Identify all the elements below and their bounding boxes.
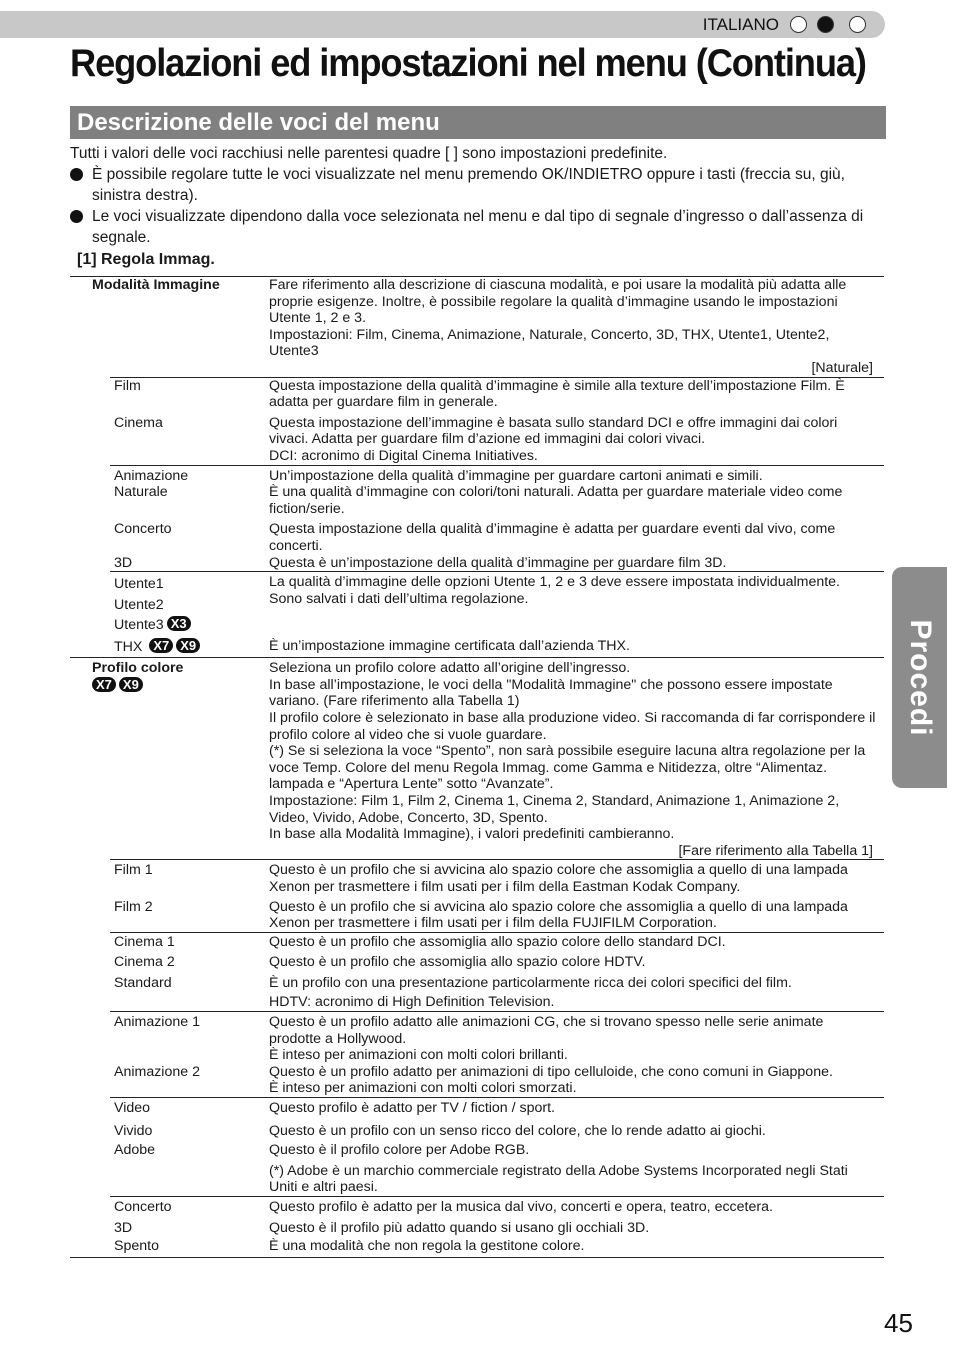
table-group — [110, 932, 884, 1011]
table-row — [70, 277, 884, 377]
default-value: [Fare riferimento alla Tabella 1] — [678, 842, 873, 859]
page-indicator-dot-icon — [849, 16, 866, 33]
bullet-icon — [70, 168, 83, 181]
table-row: Adobe Questo è il profilo colore per Adobe RGB. (*) Adobe è un marchio commerciale registrato della Adobe Systems Incorporated negli Stati Uniti e altri paesi. — [114, 1142, 848, 1196]
subsection-title: [1] Regola Immag. — [77, 251, 215, 268]
table-group — [110, 1097, 884, 1196]
table-group — [110, 1196, 884, 1257]
model-badge: X7 — [92, 677, 116, 692]
table-row: Vivido Questo è un profilo con un senso ricco del colore, che lo rende adatto ai giochi. — [114, 1122, 766, 1139]
table-row — [70, 658, 884, 859]
table-row: Cinema Questa impostazione dell’immagine è basata sullo standard DCI e offre immagini dai colori vivaci. Adatta per guardare film d’azione ed immagini dai colori vivaci. DCI: acronimo di Digital Cinema Initiatives. — [114, 414, 838, 464]
table-row: Concerto Questo profilo è adatto per la musica dal vivo, concerti e opera, teatro, eccetera. — [114, 1199, 773, 1215]
item-name: Profilo colore — [92, 660, 184, 677]
default-value: [Naturale] — [811, 359, 873, 376]
table-row: Video Questo profilo è adatto per TV / fiction / sport. — [114, 1100, 556, 1117]
bullet-item: Le voci visualizzate dipendono dalla voce selezionata nel menu e dal tipo di segnale d’ingresso o dall’assenza di segnale. — [70, 206, 886, 248]
table-row: Film 1 Questo è un profilo che si avvicina alo spazio colore che assomiglia a quello di una lampada Xenon per trasmettere i film usati per i film della Eastman Kodak Company. — [114, 862, 848, 895]
table-row: Naturale È una qualità d’immagine con colori/toni naturali. Adatta per guardare materiale video come fiction/serie. — [114, 484, 843, 517]
section-heading: Descrizione delle voci del menu — [70, 106, 886, 139]
table-row: Animazione Un’impostazione della qualità d’immagine per guardare cartoni animati e simili. — [114, 467, 763, 484]
item-name: Modalità Immagine — [92, 277, 220, 293]
table-row: 3D Questa è un’impostazione della qualità d’immagine per guardare film 3D. — [114, 554, 727, 571]
model-badge: X9 — [176, 638, 200, 653]
table-group — [110, 1011, 884, 1097]
model-badge: X7 — [149, 638, 173, 653]
intro-text — [70, 143, 886, 248]
table-row: Animazione 1 Questo è un profilo adatto alle animazioni CG, che si trovano spesso nelle serie animate prodotte a Hollywood. È inteso per animazioni con molti colori brillanti. — [114, 1014, 824, 1064]
table-row: Cinema 2 Questo è un profilo che assomiglia allo spazio colore HDTV. — [114, 954, 646, 971]
table-group — [110, 571, 884, 657]
page-indicator-dot-icon — [790, 16, 807, 33]
item-description: Seleziona un profilo colore adatto all’origine dell’ingresso. In base all’impostazione, le voci della "Modalità Immagine" che possono essere impostate variano. (Fare riferimento alla Tabella 1) Il profilo colore è selezionato in base alla produzione video. Si raccomanda di far corrispondere il profilo colore al video che si vuole guardare. (*) Se si seleziona la voce “Spento”, non sarà possibile eseguire lacuna altra regolazione per la voce Temp. Colore del menu Regola Immag. come Gamma e Nitidezza, oltre “Alimentaz. lampada e “Apertura Lente” sotto “Avanzate”. Impostazione: Film 1, Film 2, Cinema 1, Cinema 2, Standard, Animazione 1, Animazione 2, Video, Vivido, Adobe, Concerto, 3D, Spento. In base alla Modalità Immagine), i valori predefiniti cambieranno. [Fare riferimento alla Tabella 1] — [269, 660, 876, 859]
chapter-tab-label: Procedi — [903, 618, 937, 737]
page-title: Regolazioni ed impostazioni nel menu (Continua) — [70, 42, 866, 85]
bullet-icon — [70, 210, 83, 223]
intro-paragraph: Tutti i valori delle voci racchiusi nelle parentesi quadre [ ] sono impostazioni predefinite. — [70, 145, 668, 162]
table-group — [110, 465, 884, 572]
table-row: Spento È una modalità che non regola la gestitone colore. — [114, 1238, 585, 1255]
language-bar — [0, 11, 885, 38]
table-row: Film Questa impostazione della qualità d’immagine è simile alla texture dell’impostazione Film. È adatta per guardare film in generale. — [114, 377, 845, 411]
table-row: Concerto Questa impostazione della qualità d’immagine è adatta per guardare eventi dal vivo, come concerti. — [114, 521, 836, 554]
model-badge: X3 — [167, 616, 191, 631]
model-badge: X9 — [119, 677, 143, 692]
table-group-color-profile — [70, 657, 884, 859]
table-row: 3D Questo è il profilo più adatto quando si usano gli occhiali 3D. — [114, 1219, 650, 1236]
table-group-picture-mode — [70, 277, 884, 377]
table-row: THX X7 X9 È un’impostazione immagine certificata dall’azienda THX. — [114, 637, 630, 655]
page-number: 45 — [884, 1308, 913, 1338]
item-description: Fare riferimento alla descrizione di ciascuna modalità, e poi usare la modalità più adatta alle proprie esigenze. Inoltre, è possibile regolare la qualità d’immagine usando le impostazioni Utente 1, 2 e 3. Impostazioni: Film, Cinema, Animazione, Naturale, Concerto, 3D, THX, Utente1, Utente2, Utente3 [Naturale] — [268, 277, 884, 377]
bullet-item: È possibile regolare tutte le voci visualizzate nel menu premendo OK/INDIETRO oppure i tasti (freccia su, giù, sinistra destra). — [70, 164, 886, 206]
table-row: Cinema 1 Questo è un profilo che assomiglia allo spazio colore dello standard DCI. — [114, 933, 726, 950]
table-row: Standard È un profilo con una presentazione particolarmente ricca dei colori specifici del film. HDTV: acronimo di High Definition Television. — [114, 974, 792, 1011]
menu-items-table — [70, 276, 884, 1258]
table-group — [110, 377, 884, 465]
table-row: Animazione 2 Questo è un profilo adatto per animazioni di tipo celluloide, che cono comuni in Giappone. È inteso per animazioni con molti colori smorzati. — [114, 1063, 833, 1097]
table-row: Utente1 Utente2 Utente3 X3 La qualità d’immagine delle opzioni Utente 1, 2 e 3 deve essere impostata individualmente. Sono salvati i dati dell’ultima regolazione. — [114, 574, 840, 634]
page-indicator-dot-active-icon — [817, 16, 834, 33]
table-group — [110, 859, 884, 931]
language-label: ITALIANO — [702, 15, 779, 34]
chapter-tab — [892, 567, 947, 788]
table-row: Film 2 Questo è un profilo che si avvicina alo spazio colore che assomiglia a quello di una lampada Xenon per trasmettere i film usati per i film della FUJIFILM Corporation. — [114, 898, 848, 932]
